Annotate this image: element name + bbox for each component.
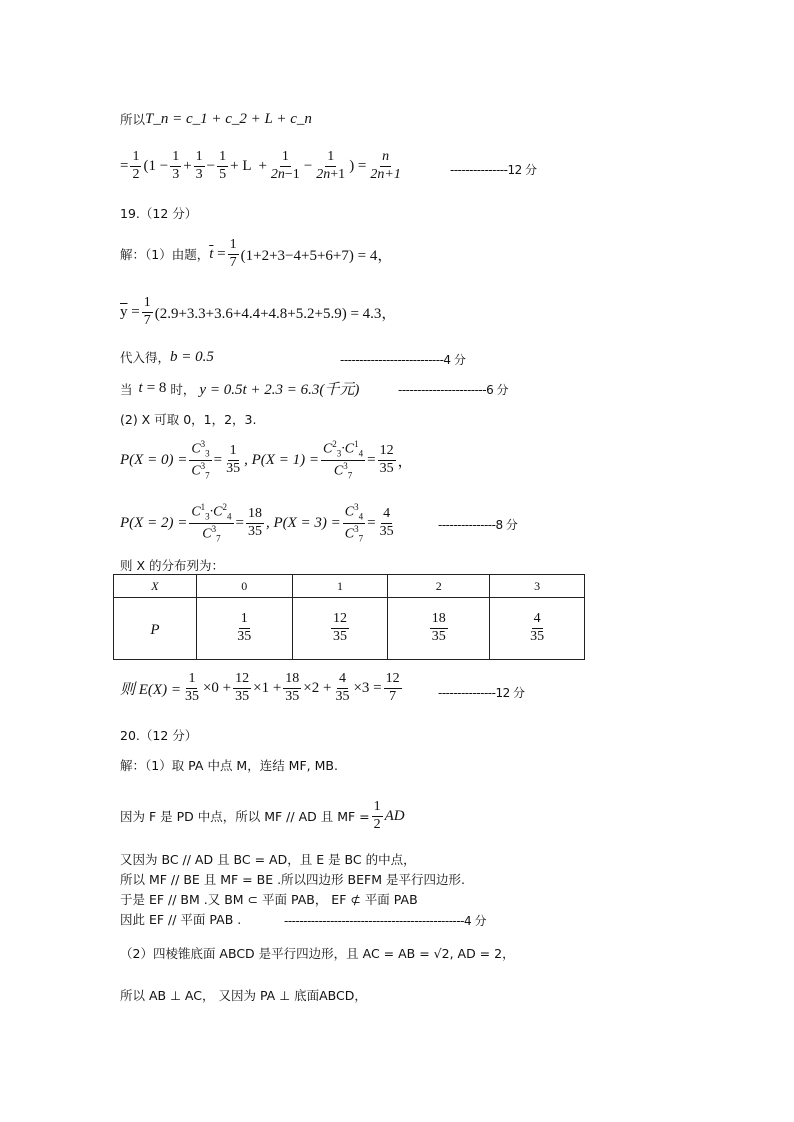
table-cell: 3 <box>490 575 585 598</box>
line-a1: 解：（1）取 PA 中点 M，连结 MF, MB. <box>120 758 338 773</box>
line-a2: 因为 F 是 PD 中点，所以 MF // AD 且 MF = $\frac{1}{2}$ AD <box>120 799 405 832</box>
table-cell: 0 <box>196 575 292 598</box>
math-eq: = <box>120 157 129 174</box>
fraction-result: $\frac{n}{2n+1}$ <box>370 149 401 182</box>
line-dist-title: 则 X 的分布列为： <box>120 558 225 573</box>
line-telescoping: = $\frac{1}{2}$ (1 − $\frac{1}{3}$ + $\frac{1}{3}$ − $\frac{1}{5}$ + L + $\frac{1}{2n-1}$ − $\frac{1}{2n+1}$ ) = $\frac{n}{2n+1}$ <box>120 149 401 182</box>
line-p0-p1: P(X = 0) = $\frac{C^3_3}{C^3_7}$ = $\frac{1}{35}$ , P(X = 1) = $\frac{C^2_3\cdot C^1_4}{C^3_7}$ = $\frac{12}{35}$ ， <box>120 439 413 481</box>
distribution-table <box>113 574 585 660</box>
table-cell: $\frac{12}{35}$ <box>292 598 388 660</box>
line-prediction: 当 t = 8 时， y = 0.5t + 2.3 = 6.3(千元) <box>120 380 360 398</box>
table-row <box>114 575 585 598</box>
score-mark: -----------------------6 分 <box>398 383 509 397</box>
line-a4: 所以 MF // BE 且 MF = BE .所以四边形 BEFM 是平行四边形. <box>120 872 465 887</box>
line-a8: 所以 AB ⊥ AC， 又因为 PA ⊥ 底面ABCD， <box>120 988 367 1003</box>
line-b-value: 代入得， b = 0.5 <box>120 348 214 365</box>
line-a6: 因此 EF // 平面 PAB . <box>120 912 242 927</box>
line-p2-p3: P(X = 2) = $\frac{C^1_3\cdot C^2_4}{C^3_7}$ = $\frac{18}{35}$ , P(X = 3) = $\frac{C^3_4}{C^3_7}$ = $\frac{4}{35}$ <box>120 502 394 544</box>
score-mark: -----------------------------------------------4 分 <box>284 914 486 928</box>
table-cell: $\frac{4}{35}$ <box>490 598 585 660</box>
line-a3: 又因为 BC // AD 且 BC = AD，且 E 是 BC 的中点， <box>120 852 416 867</box>
line-a5: 于是 EF // BM .又 BM ⊂ 平面 PAB， EF ⊄ 平面 PAB <box>120 892 418 907</box>
question-20-title: 20.（12 分） <box>120 728 198 743</box>
text: 所以 <box>120 112 146 127</box>
table-cell: P <box>114 598 197 660</box>
table-row <box>114 598 585 660</box>
question-19-title: 19.（12 分） <box>120 206 198 221</box>
table-cell: $\frac{18}{35}$ <box>388 598 490 660</box>
fraction-half: $\frac{1}{2}$ <box>132 149 140 182</box>
table-cell: 1 <box>292 575 388 598</box>
score-mark: ---------------------------4 分 <box>340 353 466 367</box>
line-a7: （2）四棱锥底面 ABCD 是平行四边形，且 AC = AB = √2, AD = 2， <box>120 946 515 961</box>
table-cell: $\frac{1}{35}$ <box>196 598 292 660</box>
line-t-mean: 解：（1）由题， $\overline{t}$ = $\frac{1}{7}$ (1+2+3−4+5+6+7) = 4， <box>120 237 393 270</box>
line-y-mean: $\overline{y}$ = $\frac{1}{7}$ (2.9+3.3+3.6+4.4+4.8+5.2+5.9) = 4.3， <box>120 295 397 328</box>
score-mark: ---------------8 分 <box>438 518 518 532</box>
score-mark: ---------------12 分 <box>450 163 537 177</box>
score-mark: ---------------12 分 <box>438 686 525 700</box>
line-x-values: (2) X 可取 0，1，2，3. <box>120 412 257 427</box>
math-expr: T_n = c_1 + c_2 + L + c_n <box>145 110 312 127</box>
line-expectation: 则 E(X) = $\frac{1}{35}$ ×0 + $\frac{12}{35}$ ×1 + $\frac{18}{35}$ ×2 + $\frac{4}{35}$ ×3 = $\frac{12}{7}$ <box>120 671 400 704</box>
math-eq: ) = <box>349 157 367 174</box>
table-cell: 2 <box>388 575 490 598</box>
table-cell: X <box>114 575 197 598</box>
line-tn-sum <box>120 110 312 128</box>
